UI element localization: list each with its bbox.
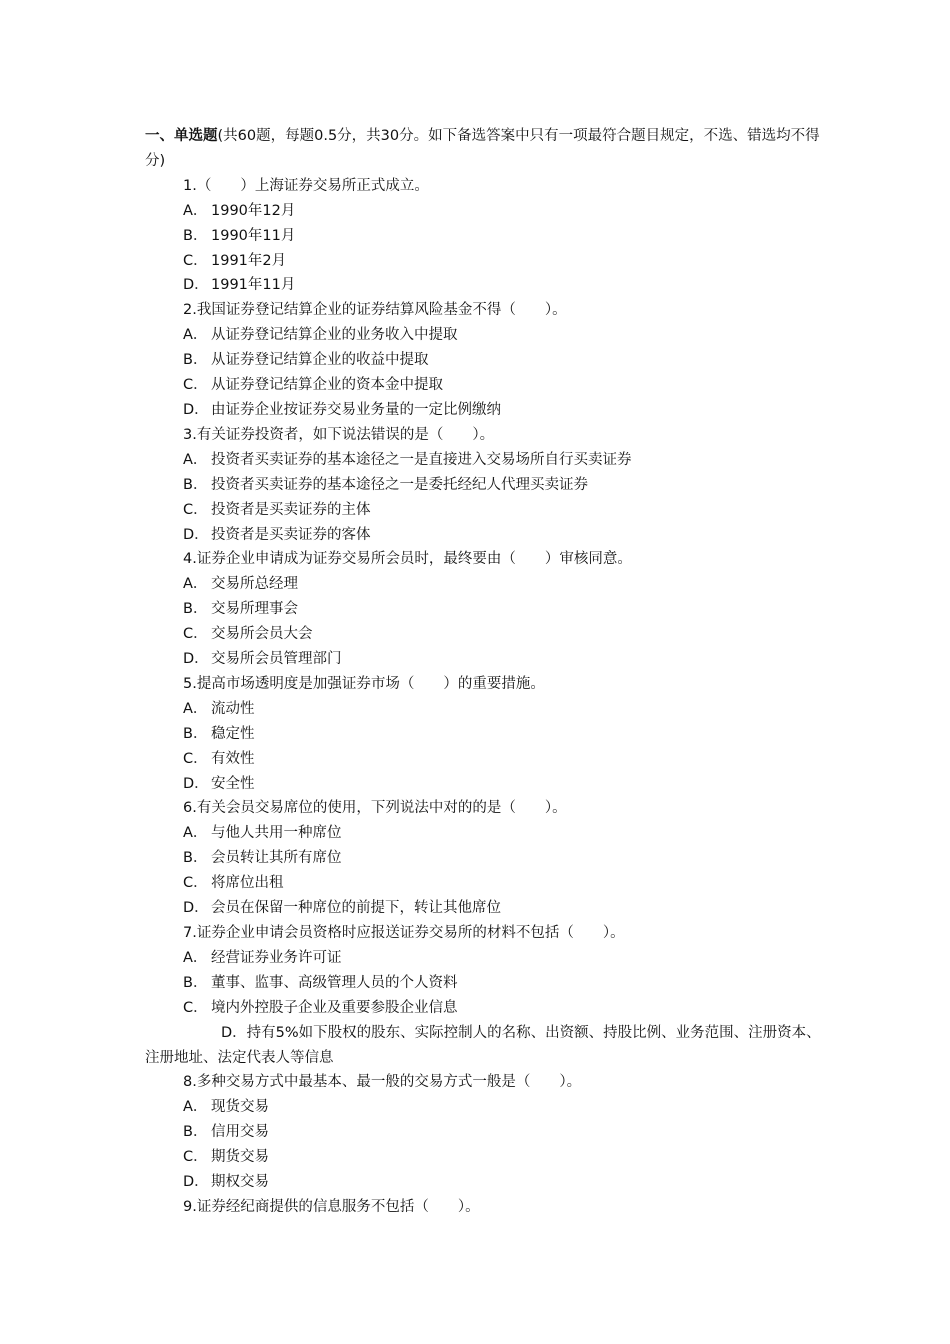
option-text: 投资者是买卖证券的主体 xyxy=(211,501,371,518)
answer-option xyxy=(145,1021,825,1071)
option-letter: D． xyxy=(183,277,209,294)
option-letter: D． xyxy=(183,775,209,792)
question-item xyxy=(145,298,825,423)
option-letter: C． xyxy=(183,377,208,394)
option-text: 董事、监事、高级管理人员的个人资料 xyxy=(211,974,458,991)
option-letter: A． xyxy=(183,949,208,966)
option-letter: C． xyxy=(183,750,208,767)
question-stem: 8.多种交易方式中最基本、最一般的交易方式一般是（ ）。 xyxy=(183,1074,582,1091)
option-text: 投资者买卖证券的基本途径之一是委托经纪人代理买卖证券 xyxy=(211,476,588,493)
option-letter: A． xyxy=(183,1099,208,1116)
option-letter: A． xyxy=(183,700,208,717)
option-letter: B． xyxy=(183,352,208,369)
option-text: 从证券登记结算企业的资本金中提取 xyxy=(211,377,443,394)
answer-option xyxy=(145,448,825,473)
option-text: 有效性 xyxy=(211,750,255,767)
question-stem: 3.有关证券投资者，如下说法错误的是（ ）。 xyxy=(183,426,495,443)
answer-option xyxy=(145,871,825,896)
answer-option xyxy=(145,697,825,722)
question-stem: 2.我国证券登记结算企业的证券结算风险基金不得（ ）。 xyxy=(183,302,567,319)
answer-option xyxy=(145,747,825,772)
option-letter: C． xyxy=(183,999,208,1016)
section-title: 一、单选题 xyxy=(145,128,218,144)
option-text: 交易所理事会 xyxy=(211,601,298,618)
answer-option xyxy=(145,373,825,398)
option-text: 投资者买卖证券的基本途径之一是直接进入交易场所自行买卖证券 xyxy=(211,451,632,468)
answer-option xyxy=(145,896,825,921)
question-item xyxy=(145,672,825,797)
question-item xyxy=(145,1195,825,1220)
question-stem: 7.证券企业申请会员资格时应报送证券交易所的材料不包括（ ）。 xyxy=(183,925,625,941)
option-text: 1990年12月 xyxy=(211,202,296,219)
option-text: 会员转让其所有席位 xyxy=(211,850,342,867)
option-text: 安全性 xyxy=(211,775,255,792)
option-text: 交易所总经理 xyxy=(211,576,298,593)
answer-option xyxy=(145,473,825,498)
option-text: 从证券登记结算企业的收益中提取 xyxy=(211,352,429,369)
option-letter: C． xyxy=(183,252,208,269)
option-text: 境内外控股子企业及重要参股企业信息 xyxy=(211,999,458,1016)
option-letter: D． xyxy=(183,1174,209,1191)
option-letter: B． xyxy=(183,725,208,742)
question-item xyxy=(145,423,825,548)
answer-option xyxy=(145,622,825,647)
answer-option xyxy=(145,498,825,523)
option-text: 期货交易 xyxy=(211,1149,269,1166)
answer-option xyxy=(145,1145,825,1170)
question-stem: 9.证券经纪商提供的信息服务不包括（ ）。 xyxy=(183,1198,480,1215)
answer-option xyxy=(145,722,825,747)
option-letter: D． xyxy=(221,1024,247,1041)
option-text: 交易所会员大会 xyxy=(211,626,313,643)
option-letter: C． xyxy=(183,626,208,643)
option-text: 与他人共用一种席位 xyxy=(211,825,342,842)
answer-option xyxy=(145,1120,825,1145)
question-item xyxy=(145,547,825,672)
section-description: (共60题，每题0.5分，共30分。如下备选答案中只有一项最符合题目规定，不选、错选均不得分) xyxy=(145,128,820,169)
option-text: 投资者是买卖证券的客体 xyxy=(211,526,371,543)
option-text: 将席位出租 xyxy=(211,875,284,892)
answer-option xyxy=(145,323,825,348)
option-text: 从证券登记结算企业的业务收入中提取 xyxy=(211,327,458,344)
option-letter: D． xyxy=(183,900,209,917)
answer-option xyxy=(145,1170,825,1195)
option-text: 1990年11月 xyxy=(211,227,296,244)
option-letter: A． xyxy=(183,825,208,842)
answer-option xyxy=(145,398,825,423)
option-letter: D． xyxy=(183,401,209,418)
option-letter: B． xyxy=(183,850,208,867)
option-text: 信用交易 xyxy=(211,1124,269,1141)
answer-option xyxy=(145,821,825,846)
document-body xyxy=(145,124,825,1220)
option-letter: C． xyxy=(183,1149,208,1166)
question-stem: 4.证券企业申请成为证券交易所会员时，最终要由（ ）审核同意。 xyxy=(183,551,632,568)
question-item xyxy=(145,921,825,1070)
option-text: 持有5%如下股权的股东、实际控制人的名称、出资额、持股比例、业务范围、注册资本、注册地址、法定代表人等信息 xyxy=(145,1024,821,1066)
option-text: 期权交易 xyxy=(211,1174,269,1191)
option-letter: B． xyxy=(183,227,208,244)
question-item xyxy=(145,1070,825,1195)
option-text: 1991年2月 xyxy=(211,252,287,269)
option-text: 稳定性 xyxy=(211,725,255,742)
option-letter: A． xyxy=(183,327,208,344)
question-stem: 1.（ ）上海证券交易所正式成立。 xyxy=(183,177,429,194)
option-letter: B． xyxy=(183,1124,208,1141)
option-text: 交易所会员管理部门 xyxy=(211,651,342,668)
answer-option xyxy=(145,597,825,622)
section-heading xyxy=(145,124,825,174)
option-letter: B． xyxy=(183,974,208,991)
option-letter: A． xyxy=(183,451,208,468)
option-letter: C． xyxy=(183,875,208,892)
question-stem: 6.有关会员交易席位的使用，下列说法中对的的是（ ）。 xyxy=(183,800,567,817)
option-letter: A． xyxy=(183,202,208,219)
answer-option xyxy=(145,971,825,996)
option-text: 经营证券业务许可证 xyxy=(211,949,342,966)
option-text: 会员在保留一种席位的前提下，转让其他席位 xyxy=(211,900,501,917)
option-text: 流动性 xyxy=(211,700,255,717)
question-list xyxy=(145,174,825,1220)
question-item xyxy=(145,796,825,921)
option-letter: B． xyxy=(183,601,208,618)
answer-option xyxy=(145,348,825,373)
option-letter: A． xyxy=(183,576,208,593)
option-letter: B． xyxy=(183,476,208,493)
answer-option xyxy=(145,846,825,871)
answer-option xyxy=(145,523,825,548)
option-letter: D． xyxy=(183,526,209,543)
option-text: 由证券企业按证券交易业务量的一定比例缴纳 xyxy=(211,401,501,418)
answer-option xyxy=(145,572,825,597)
answer-option xyxy=(145,1095,825,1120)
answer-option xyxy=(145,647,825,672)
option-text: 现货交易 xyxy=(211,1099,269,1116)
answer-option xyxy=(145,946,825,971)
question-stem: 5.提高市场透明度是加强证券市场（ ）的重要措施。 xyxy=(183,675,545,692)
answer-option xyxy=(145,249,825,274)
answer-option xyxy=(145,273,825,298)
option-letter: D． xyxy=(183,651,209,668)
answer-option xyxy=(145,224,825,249)
answer-option xyxy=(145,996,825,1021)
option-text: 1991年11月 xyxy=(211,277,296,294)
question-item xyxy=(145,174,825,299)
answer-option xyxy=(145,772,825,797)
answer-option xyxy=(145,199,825,224)
option-letter: C． xyxy=(183,501,208,518)
